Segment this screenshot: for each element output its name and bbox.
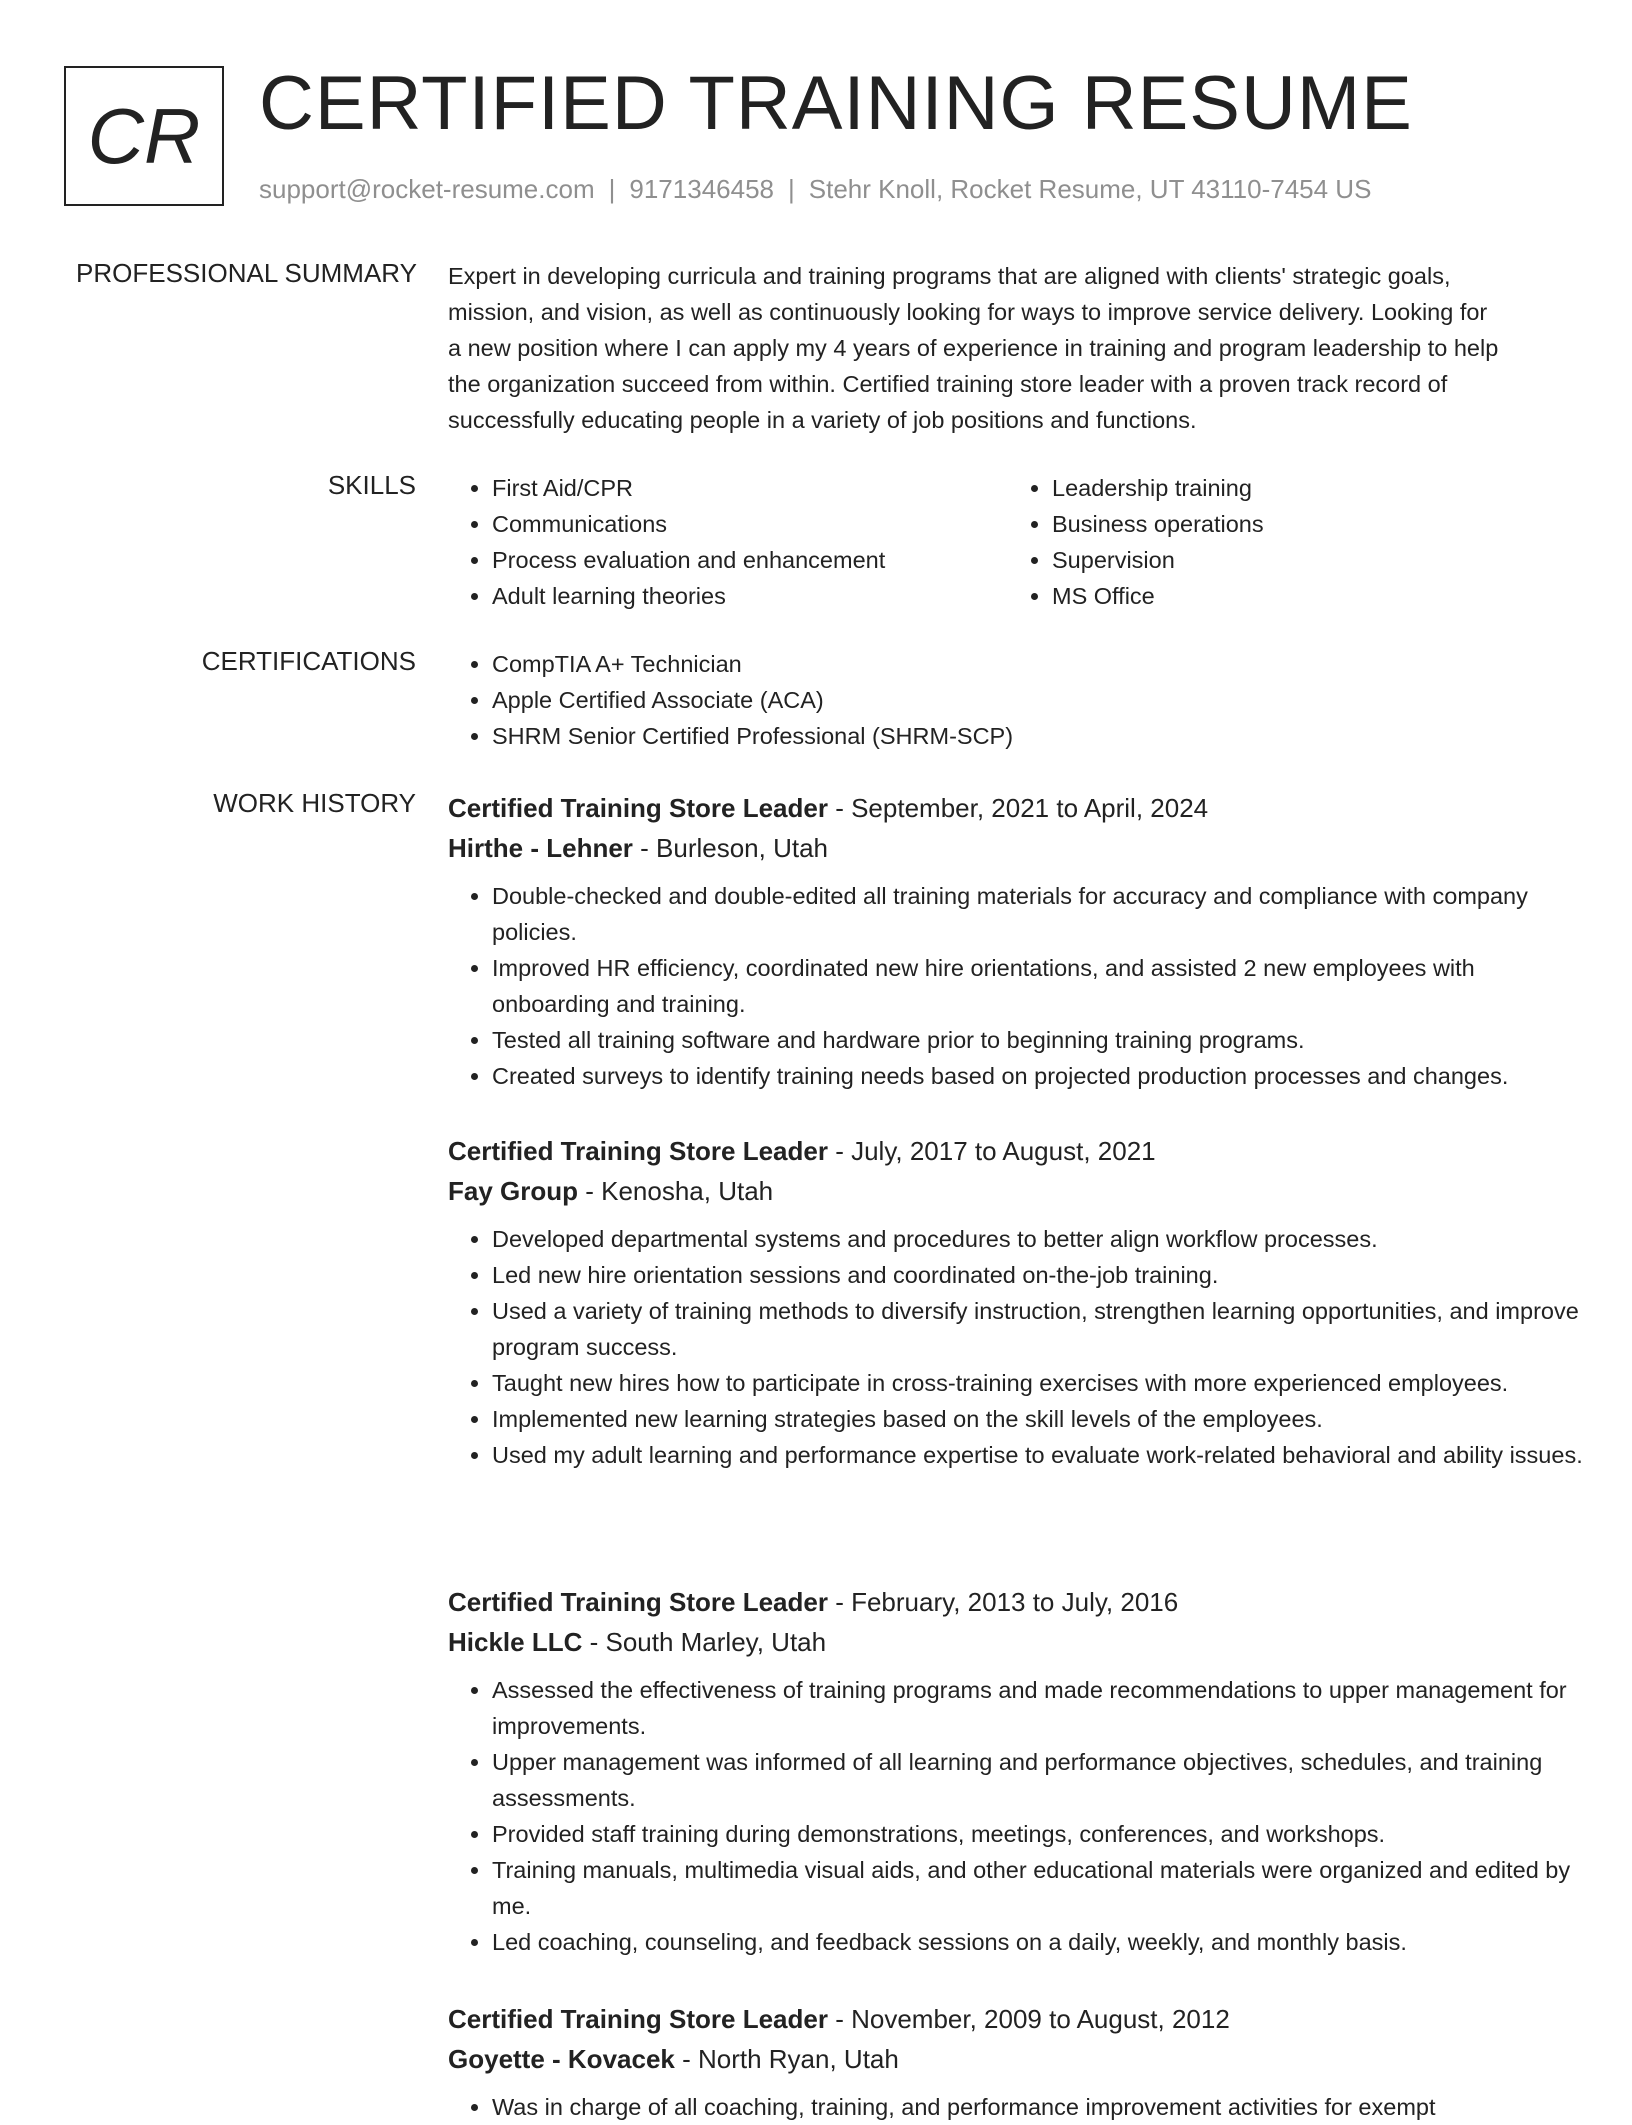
job-bullets bbox=[448, 2089, 1588, 2125]
job-bullet: • Training manuals, multimedia visual aids, and other educational materials were organized and edited by me. bbox=[492, 1852, 1588, 1924]
job-bullets-wrap bbox=[448, 878, 1588, 1094]
job-title: Certified Training Store Leader bbox=[448, 1136, 828, 1166]
skill-item: • MS Office bbox=[1052, 578, 1568, 614]
section-label-summary: PROFESSIONAL SUMMARY bbox=[76, 258, 417, 288]
job-title: Certified Training Store Leader bbox=[448, 793, 828, 823]
job-company: Fay Group bbox=[448, 1176, 579, 1206]
summary-line: the organization succeed from within. Certified training store leader with a proven track record of bbox=[448, 371, 1448, 397]
job-entry bbox=[448, 788, 1588, 1094]
contact-address: Stehr Knoll, Rocket Resume, UT 43110-7454 US bbox=[808, 174, 1372, 204]
job-bullet: • Was in charge of all coaching, training, and performance improvement activities for exempt bbox=[492, 2089, 1588, 2125]
job-location: - Burleson, Utah bbox=[632, 833, 829, 863]
summary-line: Expert in developing curricula and training programs that are aligned with clients' strategic goals, bbox=[448, 263, 1451, 289]
job-title-line bbox=[448, 1131, 1588, 1171]
job-bullets-wrap bbox=[448, 1672, 1588, 1960]
job-bullets bbox=[448, 878, 1588, 1094]
resume-title: CERTIFIED TRAINING RESUME bbox=[259, 61, 1413, 146]
job-location: - North Ryan, Utah bbox=[674, 2044, 899, 2074]
job-title-line bbox=[448, 788, 1588, 828]
job-bullet: • Provided staff training during demonstrations, meetings, conferences, and workshops. bbox=[492, 1816, 1588, 1852]
job-bullet: • Assessed the effectiveness of training programs and made recommendations to upper management for improvements. bbox=[492, 1672, 1588, 1744]
summary-text bbox=[448, 258, 1568, 438]
job-dates: - July, 2017 to August, 2021 bbox=[827, 1136, 1156, 1166]
job-bullet: • Led coaching, counseling, and feedback sessions on a daily, weekly, and monthly basis. bbox=[492, 1924, 1588, 1960]
contact-separator: | bbox=[788, 174, 795, 204]
job-entry bbox=[448, 1582, 1588, 1960]
job-bullets-wrap bbox=[448, 2089, 1588, 2125]
skill-item: • Communications bbox=[492, 506, 1008, 542]
section-label-work-history: WORK HISTORY bbox=[213, 788, 416, 818]
job-company-line bbox=[448, 828, 1588, 868]
job-dates: - November, 2009 to August, 2012 bbox=[827, 2004, 1230, 2034]
job-bullet: • Tested all training software and hardware prior to beginning training programs. bbox=[492, 1022, 1588, 1058]
skill-item: • Business operations bbox=[1052, 506, 1568, 542]
skill-item: • Process evaluation and enhancement bbox=[492, 542, 1008, 578]
job-bullet: • Taught new hires how to participate in cross-training exercises with more experienced employees. bbox=[492, 1365, 1588, 1401]
job-bullet: • Double-checked and double-edited all training materials for accuracy and compliance with company policies. bbox=[492, 878, 1588, 950]
monogram-badge: CR bbox=[64, 66, 224, 206]
certification-item: • SHRM Senior Certified Professional (SHRM-SCP) bbox=[492, 718, 1568, 754]
skill-item: • First Aid/CPR bbox=[492, 470, 1008, 506]
job-company: Goyette - Kovacek bbox=[448, 2044, 675, 2074]
certifications-list bbox=[448, 646, 1568, 754]
summary-line: mission, and vision, as well as continuously looking for ways to improve service delivery. Looking for bbox=[448, 299, 1488, 325]
job-bullet: • Created surveys to identify training needs based on projected production processes and changes. bbox=[492, 1058, 1588, 1094]
skill-item: • Leadership training bbox=[1052, 470, 1568, 506]
job-entry bbox=[448, 1131, 1588, 1473]
section-label-skills: SKILLS bbox=[327, 470, 416, 500]
summary-line: a new position where I can apply my 4 years of experience in training and program leadership to help bbox=[448, 335, 1499, 361]
section-label-certifications: CERTIFICATIONS bbox=[201, 646, 416, 676]
job-title-line bbox=[448, 1999, 1588, 2039]
certification-item: • Apple Certified Associate (ACA) bbox=[492, 682, 1568, 718]
job-bullet: • Used a variety of training methods to diversify instruction, strengthen learning opportunities, and improve program success. bbox=[492, 1293, 1588, 1365]
certification-item: • CompTIA A+ Technician bbox=[492, 646, 1568, 682]
job-bullet: • Developed departmental systems and procedures to better align workflow processes. bbox=[492, 1221, 1588, 1257]
job-company-line bbox=[448, 1622, 1588, 1662]
skills-column-left bbox=[448, 470, 1008, 614]
contact-line bbox=[259, 174, 1371, 205]
job-bullet: • Led new hire orientation sessions and coordinated on-the-job training. bbox=[492, 1257, 1588, 1293]
resume-header bbox=[64, 61, 1564, 216]
summary-line: successfully educating people in a variety of job positions and functions. bbox=[448, 407, 1197, 433]
job-bullets bbox=[448, 1221, 1588, 1473]
job-bullets-wrap bbox=[448, 1221, 1588, 1473]
job-company: Hickle LLC bbox=[448, 1627, 583, 1657]
job-company-line bbox=[448, 2039, 1588, 2079]
skill-item: • Adult learning theories bbox=[492, 578, 1008, 614]
job-location: - South Marley, Utah bbox=[582, 1627, 827, 1657]
job-title-line bbox=[448, 1582, 1588, 1622]
job-dates: - February, 2013 to July, 2016 bbox=[827, 1587, 1179, 1617]
job-location: - Kenosha, Utah bbox=[578, 1176, 774, 1206]
job-title: Certified Training Store Leader bbox=[448, 2004, 828, 2034]
skills-list bbox=[448, 470, 1568, 614]
job-bullet: • Used my adult learning and performance expertise to evaluate work-related behavioral and ability issues. bbox=[492, 1437, 1588, 1473]
contact-email: support@rocket-resume.com bbox=[259, 174, 595, 204]
job-entry bbox=[448, 1999, 1588, 2125]
job-dates: - September, 2021 to April, 2024 bbox=[827, 793, 1209, 823]
job-bullet: • Upper management was informed of all learning and performance objectives, schedules, and training assessments. bbox=[492, 1744, 1588, 1816]
job-bullets bbox=[448, 1672, 1588, 1960]
job-company-line bbox=[448, 1171, 1588, 1211]
job-bullet: • Implemented new learning strategies based on the skill levels of the employees. bbox=[492, 1401, 1588, 1437]
skills-column-right bbox=[1008, 470, 1568, 614]
job-bullet: • Improved HR efficiency, coordinated new hire orientations, and assisted 2 new employees with onboarding and training. bbox=[492, 950, 1588, 1022]
skill-item: • Supervision bbox=[1052, 542, 1568, 578]
job-company: Hirthe - Lehner bbox=[448, 833, 633, 863]
job-title: Certified Training Store Leader bbox=[448, 1587, 828, 1617]
contact-separator: | bbox=[608, 174, 616, 204]
contact-phone: 9171346458 bbox=[629, 174, 774, 204]
